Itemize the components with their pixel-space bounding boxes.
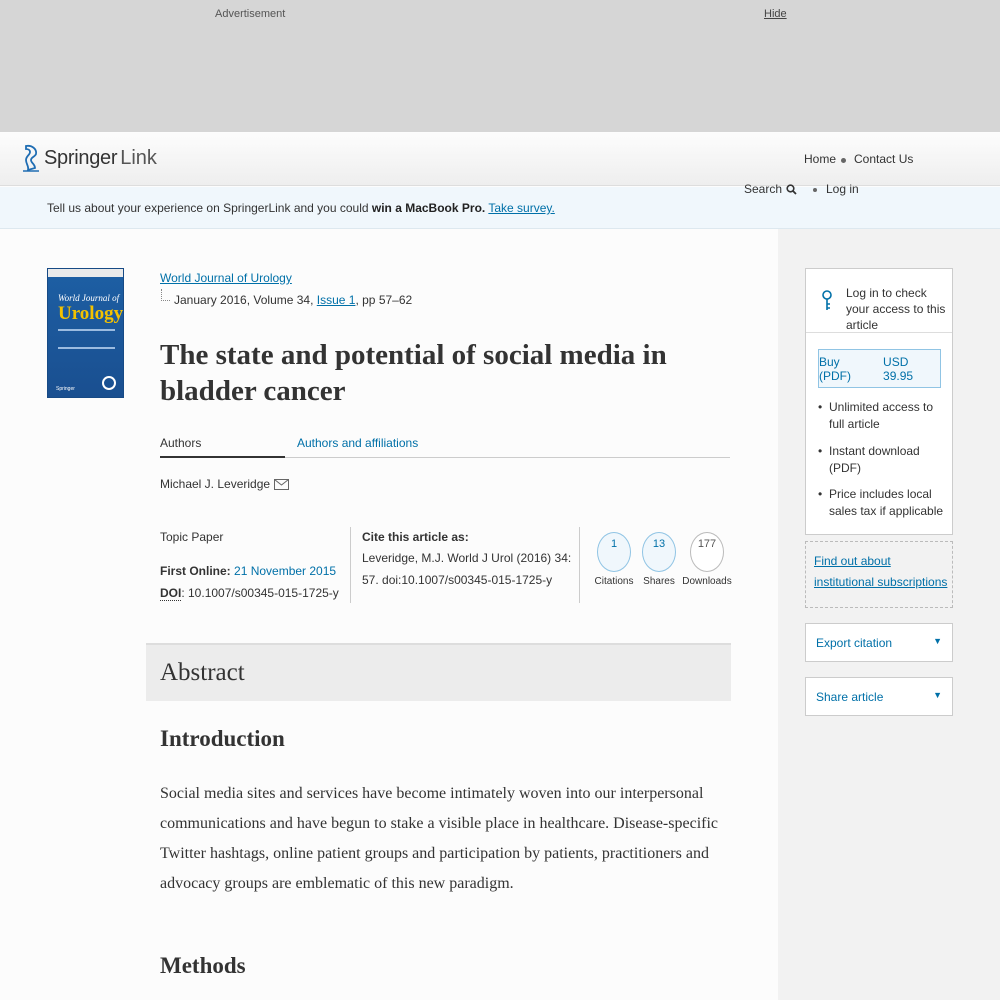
cover-title-line1: World Journal of bbox=[58, 293, 120, 303]
caret-down-icon: ▼ bbox=[933, 690, 942, 700]
springerlink-logo[interactable] bbox=[20, 143, 157, 173]
hide-ad-link[interactable]: Hide bbox=[764, 8, 787, 20]
first-online-date: 21 November 2015 bbox=[234, 564, 337, 578]
buy-price: USD 39.95 bbox=[883, 354, 914, 383]
feature-item: • Price includes local sales tax if applicable bbox=[818, 486, 948, 520]
meta-divider bbox=[579, 527, 580, 603]
institutional-box bbox=[805, 541, 953, 608]
metric-downloads bbox=[677, 532, 737, 587]
key-icon bbox=[820, 289, 834, 313]
take-survey-link[interactable]: Take survey. bbox=[488, 201, 555, 215]
issue-pages: , pp 57–62 bbox=[355, 293, 413, 307]
feature-text: Unlimited access to full article bbox=[829, 400, 934, 431]
tab-authors-affiliations[interactable]: Authors and affiliations bbox=[297, 436, 419, 450]
access-text: Log in to check your access to this article bbox=[846, 286, 946, 332]
author-name-text: Michael J. Leveridge bbox=[160, 477, 271, 491]
doi bbox=[160, 586, 339, 600]
metric-citations-label: Citations bbox=[594, 576, 634, 587]
meta-divider bbox=[350, 527, 351, 603]
nav-contact-us[interactable]: Contact Us bbox=[854, 152, 914, 166]
caret-down-icon: ▼ bbox=[933, 636, 942, 646]
cover-decoration bbox=[58, 329, 115, 349]
search-button[interactable] bbox=[744, 182, 797, 196]
logo-springer-text: Springer bbox=[44, 146, 118, 169]
introduction-paragraph: Social media sites and services have become intimately woven into our interpersonal communications and have begun to stake a visible place in healthcare. Disease-specific Twitter hashtags, online patient groups and participation by patients, practitioners and advocacy groups are emblematic of this new paradigm. bbox=[160, 785, 719, 892]
cover-emblem-icon bbox=[102, 376, 116, 390]
metric-citations-count: 1 bbox=[597, 532, 631, 572]
metric-downloads-count: 177 bbox=[690, 532, 724, 572]
nav-separator bbox=[813, 188, 817, 192]
feature-item: • Unlimited access to full article bbox=[818, 399, 948, 433]
buy-pdf-button[interactable] bbox=[818, 349, 941, 388]
journal-cover-image[interactable] bbox=[47, 268, 124, 398]
access-box bbox=[805, 268, 953, 535]
doi-value: : 10.1007/s00345-015-1725-y bbox=[181, 586, 339, 600]
article-title: The state and potential of social media in bladder cancer bbox=[160, 339, 667, 407]
survey-text bbox=[47, 201, 555, 215]
issue-date-volume: January 2016, Volume 34, bbox=[174, 293, 317, 307]
site-header bbox=[0, 132, 1000, 186]
ad-label: Advertisement bbox=[215, 8, 286, 20]
nav-home[interactable]: Home bbox=[804, 152, 837, 166]
metric-shares-label: Shares bbox=[643, 576, 675, 587]
feature-text: Price includes local sales tax if applicable bbox=[829, 487, 944, 518]
feature-item: • Instant download (PDF) bbox=[818, 443, 948, 477]
cite-heading: Cite this article as: bbox=[362, 530, 469, 544]
advertisement-banner bbox=[0, 0, 1000, 132]
abstract-heading: Abstract bbox=[160, 659, 245, 686]
metric-downloads-label: Downloads bbox=[682, 576, 732, 587]
introduction-heading: Introduction bbox=[160, 726, 285, 751]
nav-separator bbox=[841, 158, 846, 163]
issue-info bbox=[174, 293, 412, 307]
springer-horse-icon bbox=[20, 143, 42, 173]
institutional-subscriptions-link[interactable]: Find out about institutional subscriptions bbox=[814, 554, 948, 589]
cover-publisher: Springer bbox=[56, 386, 75, 392]
share-article-label: Share article bbox=[816, 690, 884, 704]
survey-text-intro: Tell us about your experience on SpringerLink and you could bbox=[47, 201, 372, 215]
author-name[interactable] bbox=[160, 477, 289, 491]
export-citation-dropdown[interactable] bbox=[805, 623, 953, 662]
export-citation-label: Export citation bbox=[816, 636, 893, 650]
login-link[interactable]: Log in bbox=[826, 182, 859, 196]
survey-text-prize: win a MacBook Pro. bbox=[371, 201, 486, 215]
mail-icon[interactable] bbox=[274, 479, 289, 490]
share-article-dropdown[interactable] bbox=[805, 677, 953, 716]
first-online bbox=[160, 564, 336, 578]
methods-heading: Methods bbox=[160, 953, 246, 978]
tab-divider bbox=[285, 457, 730, 458]
buy-label: Buy (PDF) bbox=[819, 354, 851, 383]
abstract-header bbox=[146, 643, 731, 701]
first-online-label: First Online: bbox=[160, 564, 231, 578]
tree-connector bbox=[161, 289, 170, 301]
feature-text: Instant download (PDF) bbox=[829, 444, 920, 475]
logo-link-text: Link bbox=[120, 146, 157, 169]
cover-title-line2: Urology bbox=[58, 303, 124, 324]
tab-authors[interactable]: Authors bbox=[160, 436, 285, 458]
journal-link[interactable]: World Journal of Urology bbox=[160, 271, 292, 285]
citation-text: Leveridge, M.J. World J Urol (2016) 34: 57. doi:10.1007/s00345-015-1725-y bbox=[362, 551, 572, 587]
issue-link[interactable]: Issue 1 bbox=[316, 293, 356, 307]
login-access-prompt[interactable] bbox=[806, 269, 952, 333]
article-type: Topic Paper bbox=[160, 530, 224, 544]
cover-top-strip bbox=[48, 269, 124, 277]
search-label: Search bbox=[744, 182, 783, 196]
search-icon bbox=[786, 184, 797, 195]
doi-label: DOI bbox=[160, 586, 182, 600]
metric-shares-count: 13 bbox=[642, 532, 676, 572]
